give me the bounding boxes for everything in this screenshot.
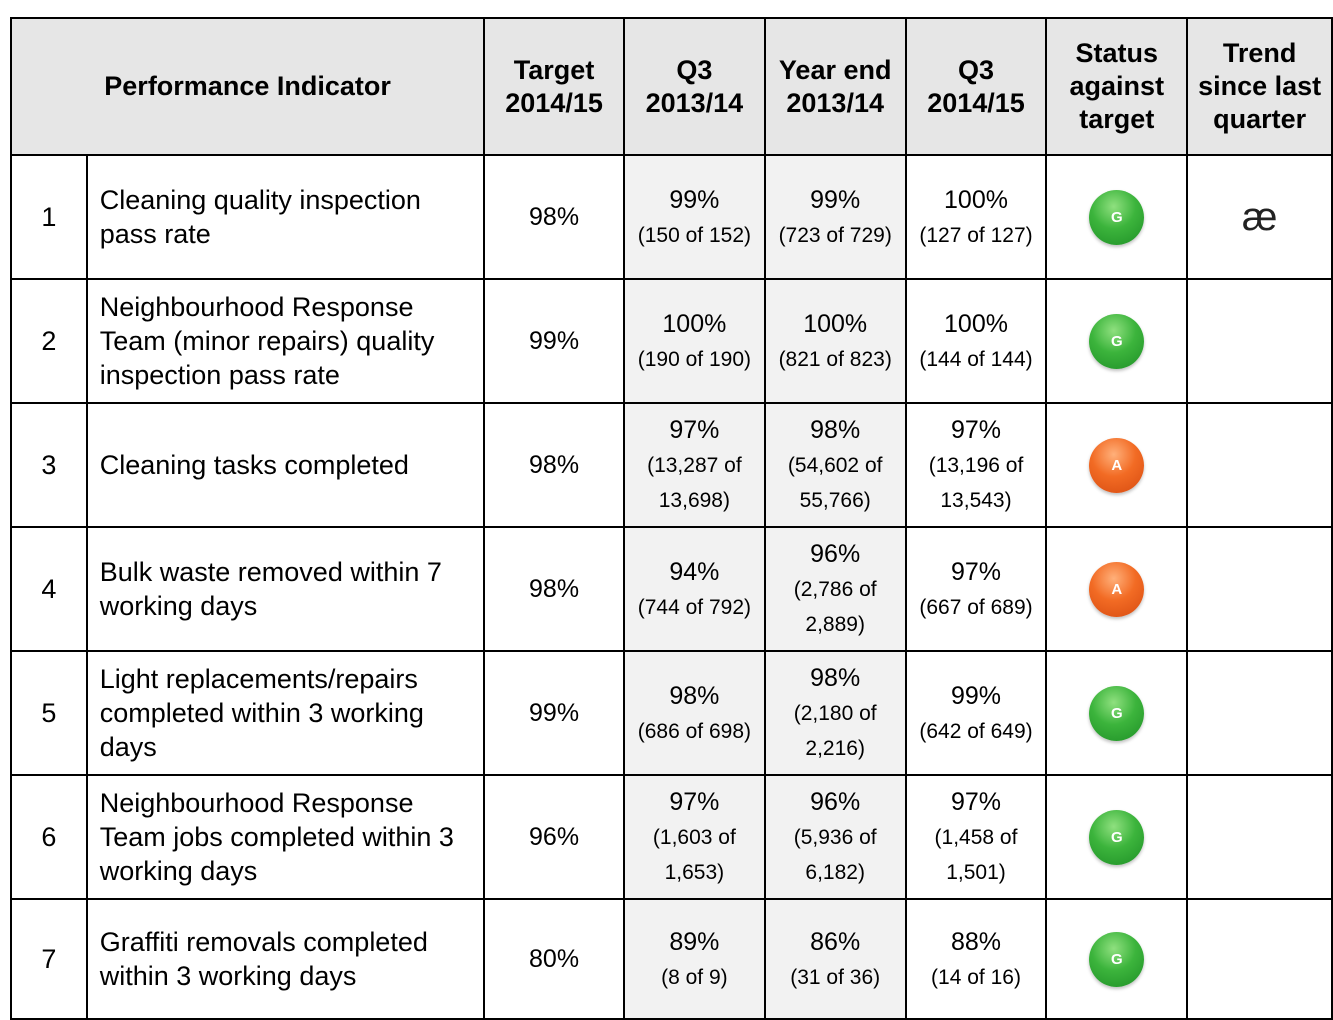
row-number: 6 <box>11 775 87 899</box>
header-performance-indicator: Performance Indicator <box>11 18 484 155</box>
table-row <box>11 403 1332 527</box>
fraction: (8 of 9) <box>661 965 728 989</box>
fraction: (1,458 of 1,501) <box>934 826 1018 884</box>
percent: 97% <box>950 557 1002 586</box>
trend-cell <box>1187 775 1332 899</box>
year-end-cell <box>765 527 906 651</box>
percent: 97% <box>950 416 1002 444</box>
indicator-name: Light replacements/repairs completed within 3 working days <box>87 651 484 775</box>
target-value: 96% <box>484 775 624 899</box>
q3-2013-14-cell <box>624 155 765 279</box>
status-cell <box>1046 775 1187 899</box>
year-end-cell <box>765 899 906 1019</box>
q3-2014-15-cell <box>906 775 1047 899</box>
year-end-cell <box>765 279 906 403</box>
row-number: 7 <box>11 899 87 1019</box>
target-value: 99% <box>484 651 624 775</box>
year-end-cell <box>765 403 906 527</box>
percent: 100% <box>944 185 1008 214</box>
header-target: Target 2014/15 <box>484 18 624 155</box>
row-number: 4 <box>11 527 87 651</box>
status-amber-icon: A <box>1089 562 1144 617</box>
fraction: (686 of 698) <box>637 719 751 743</box>
trend-cell <box>1187 527 1332 651</box>
status-cell <box>1046 155 1187 279</box>
status-cell <box>1046 651 1187 775</box>
q3-2014-15-cell <box>906 527 1047 651</box>
header-q3-2014-15: Q3 2014/15 <box>906 18 1047 155</box>
table-row <box>11 775 1332 899</box>
trend-cell <box>1187 651 1332 775</box>
percent: 99% <box>810 185 861 214</box>
indicator-name: Graffiti removals completed within 3 working days <box>87 899 484 1019</box>
table-row <box>11 155 1332 279</box>
trend-cell: æ <box>1187 155 1332 279</box>
fraction: (5,936 of 6,182) <box>793 826 877 884</box>
fraction: (190 of 190) <box>637 347 751 371</box>
status-cell <box>1046 279 1187 403</box>
header-status: Status against target <box>1046 18 1187 155</box>
year-end-cell <box>765 155 906 279</box>
target-value: 98% <box>484 403 624 527</box>
fraction: (150 of 152) <box>637 223 751 247</box>
q3-2014-15-cell <box>906 279 1047 403</box>
table-row <box>11 651 1332 775</box>
indicator-name: Bulk waste removed within 7 working days <box>87 527 484 651</box>
target-value: 98% <box>484 527 624 651</box>
row-number: 1 <box>11 155 87 279</box>
table-row <box>11 527 1332 651</box>
row-number: 2 <box>11 279 87 403</box>
fraction: (642 of 649) <box>919 719 1033 743</box>
trend-cell <box>1187 403 1332 527</box>
indicator-name: Neighbourhood Response Team jobs completed within 3 working days <box>87 775 484 899</box>
q3-2013-14-cell <box>624 651 765 775</box>
percent: 94% <box>669 557 720 586</box>
fraction: (13,287 of 13,698) <box>647 454 742 512</box>
fraction: (31 of 36) <box>790 965 881 989</box>
q3-2013-14-cell <box>624 527 765 651</box>
fraction: (144 of 144) <box>919 347 1033 371</box>
fraction: (1,603 of 1,653) <box>652 826 736 884</box>
q3-2013-14-cell <box>624 775 765 899</box>
fraction: (127 of 127) <box>919 223 1033 247</box>
header-trend: Trend since last quarter <box>1187 18 1332 155</box>
fraction: (667 of 689) <box>919 595 1033 619</box>
percent: 100% <box>944 309 1008 338</box>
percent: 98% <box>810 664 861 692</box>
row-number: 5 <box>11 651 87 775</box>
percent: 97% <box>669 788 720 816</box>
percent: 100% <box>662 309 727 338</box>
percent: 97% <box>950 788 1002 816</box>
status-cell <box>1046 899 1187 1019</box>
status-cell <box>1046 403 1187 527</box>
q3-2014-15-cell <box>906 403 1047 527</box>
percent: 99% <box>669 185 720 214</box>
year-end-cell <box>765 651 906 775</box>
status-green-icon: G <box>1089 810 1144 865</box>
fraction: (2,786 of 2,889) <box>793 578 877 636</box>
target-value: 98% <box>484 155 624 279</box>
row-number: 3 <box>11 403 87 527</box>
header-row <box>11 18 1332 155</box>
fraction: (54,602 of 55,766) <box>787 454 883 512</box>
header-q3-2013-14: Q3 2013/14 <box>624 18 765 155</box>
percent: 89% <box>669 927 720 956</box>
percent: 100% <box>803 309 868 338</box>
status-green-icon: G <box>1089 190 1144 245</box>
status-green-icon: G <box>1089 686 1144 741</box>
trend-cell <box>1187 899 1332 1019</box>
year-end-cell <box>765 775 906 899</box>
q3-2013-14-cell <box>624 899 765 1019</box>
performance-table <box>10 17 1333 1020</box>
fraction: (13,196 of 13,543) <box>928 454 1024 512</box>
percent: 97% <box>669 416 720 444</box>
fraction: (14 of 16) <box>931 965 1021 989</box>
q3-2013-14-cell <box>624 279 765 403</box>
table-row <box>11 279 1332 403</box>
indicator-name: Cleaning quality inspection pass rate <box>87 155 484 279</box>
q3-2014-15-cell <box>906 651 1047 775</box>
trend-cell <box>1187 279 1332 403</box>
status-amber-icon: A <box>1089 438 1144 493</box>
target-value: 80% <box>484 899 624 1019</box>
percent: 96% <box>810 540 861 568</box>
status-green-icon: G <box>1089 932 1144 987</box>
percent: 98% <box>810 416 861 444</box>
q3-2014-15-cell <box>906 155 1047 279</box>
header-year-end: Year end 2013/14 <box>765 18 906 155</box>
q3-2013-14-cell <box>624 403 765 527</box>
status-cell <box>1046 527 1187 651</box>
fraction: (744 of 792) <box>637 595 751 619</box>
percent: 88% <box>950 927 1002 956</box>
fraction: (723 of 729) <box>778 223 892 247</box>
percent: 86% <box>810 927 861 956</box>
q3-2014-15-cell <box>906 899 1047 1019</box>
status-green-icon: G <box>1089 314 1144 369</box>
fraction: (821 of 823) <box>778 347 892 371</box>
table-row <box>11 899 1332 1019</box>
percent: 98% <box>669 681 720 710</box>
indicator-name: Neighbourhood Response Team (minor repairs) quality inspection pass rate <box>87 279 484 403</box>
fraction: (2,180 of 2,216) <box>793 702 877 760</box>
target-value: 99% <box>484 279 624 403</box>
percent: 99% <box>950 681 1002 710</box>
percent: 96% <box>810 788 861 816</box>
indicator-name: Cleaning tasks completed <box>87 403 484 527</box>
